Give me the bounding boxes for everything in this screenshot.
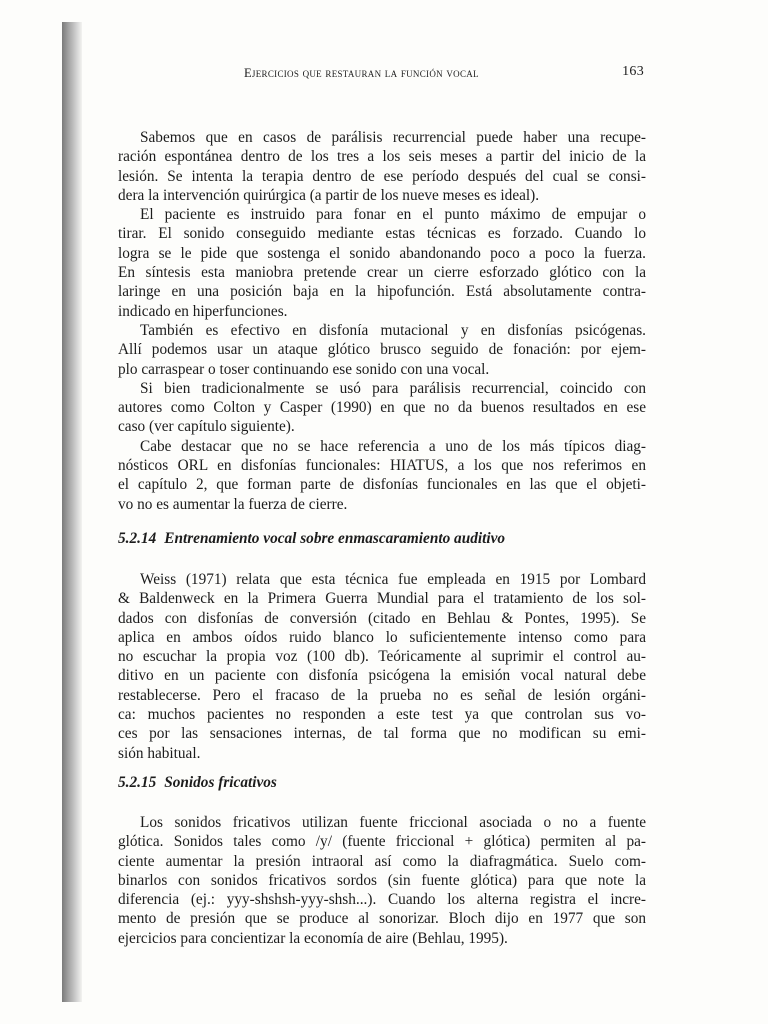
text-line: ejercicios para concientizar la economía de aire (Behlau, 1995). [118,929,508,947]
text-line: caso (ver capítulo siguiente). [118,418,295,436]
running-header [118,58,650,84]
text-line: aplica en ambos oídos ruido blanco lo suficientemente intenso como para [118,628,646,646]
text-line: ciente aumentar la presión intraoral así como la diafragmática. Suelo com- [118,852,646,870]
text-line: indicado en hiperfunciones. [118,302,288,320]
text-line: Allí podemos usar un ataque glótico brusco seguido de fonación: por ejem- [118,341,646,359]
text-line: mento de presión que se produce al sonorizar. Bloch dijo en 1977 que son [118,910,646,928]
section-heading-5-2-14 [118,530,505,548]
section-number: 5.2.15 [118,774,157,791]
text-line: autores como Colton y Casper (1990) en que no da buenos resultados en ese [118,399,646,417]
text-line: Los sonidos fricativos utilizan fuente friccional asociada o no a fuente [140,814,646,831]
page-number: 163 [622,64,644,79]
text-line: Weiss (1971) relata que esta técnica fue empleada en 1915 por Lombard [140,571,646,588]
text-line: En síntesis esta maniobra pretende crear un cierre esforzado glótico con la [118,264,646,282]
text-line: no escuchar la propia voz (100 db). Teóricamente al suprimir el control au- [118,648,646,666]
text-line: vo no es aumentar la fuerza de cierre. [118,495,348,513]
text-line: el capítulo 2, que forman parte de disfonías funcionales en las que el objeti- [118,476,646,494]
text-line: También es efectivo en disfonía mutacional y en disfonías psicógenas. [140,321,646,339]
text-line: Sabemos que en casos de parálisis recurrencial puede haber una recupe- [140,129,646,146]
section-5-2-14-body [118,570,646,763]
text-line: ditivo en un paciente con disfonía psicógena la emisión vocal natural debe [118,667,646,685]
text-line: Cabe destacar que no se hace referencia a uno de los más típicos diag- [140,437,646,455]
text-line: laringe en una posición baja en la hipofunción. Está absolutamente contra- [118,283,646,301]
section-5-2-15-body [118,813,646,948]
section-heading-5-2-15 [118,774,277,792]
text-line: sión habitual. [118,744,201,762]
section-title: Sonidos fricativos [164,774,277,791]
section-title: Entrenamiento vocal sobre enmascaramiento auditivo [164,530,506,547]
text-line: & Baldenweck en la Primera Guerra Mundial para el tratamiento de los sol- [118,590,646,608]
text-line: El paciente es instruido para fonar en el punto máximo de empujar o [140,206,646,224]
intro-paragraphs [118,128,646,514]
section-number: 5.2.14 [118,530,157,547]
text-line: restablecerse. Pero el fracaso de la prueba no es señal de lesión orgáni- [118,686,646,704]
text-line: binarlos con sonidos fricativos sordos (sin fuente glótica) para que note la [118,871,646,889]
running-title: Ejercicios que restauran la función vocal [244,66,479,80]
text-line: dados con disfonías de conversión (citado en Behlau & Pontes, 1995). Se [118,609,646,627]
text-line: ces por las sensaciones internas, de tal forma que no modifican su emi- [118,725,646,743]
text-line: logra se le pide que sostenga el sonido abandonando poco a poco la fuerza. [118,244,646,262]
page-content [118,58,650,947]
text-line: diferencia (ej.: yyy-shshsh-yyy-shsh...). Cuando los alterna registra el incre- [118,891,646,909]
text-line: plo carraspear o toser continuando ese sonido con una vocal. [118,360,490,378]
text-line: nósticos ORL en disfonías funcionales: HIATUS, a los que nos referimos en [118,457,646,475]
scan-binding-shadow [62,22,82,1002]
text-line: Si bien tradicionalmente se usó para parálisis recurrencial, coincido con [140,379,646,397]
text-line: tirar. El sonido conseguido mediante estas técnicas es forzado. Cuando lo [118,225,646,243]
text-line: lesión. Se intenta la terapia dentro de ese período después del cual se consi- [118,167,646,185]
text-line: ración espontánea dentro de los tres a los seis meses a partir del inicio de la [118,148,646,166]
text-line: glótica. Sonidos tales como /y/ (fuente friccional + glótica) permiten al pa- [118,833,646,851]
text-line: ca: muchos pacientes no responden a este test ya que controlan sus vo- [118,706,646,724]
text-line: dera la intervención quirúrgica (a partir de los nueve meses es ideal). [118,186,540,204]
